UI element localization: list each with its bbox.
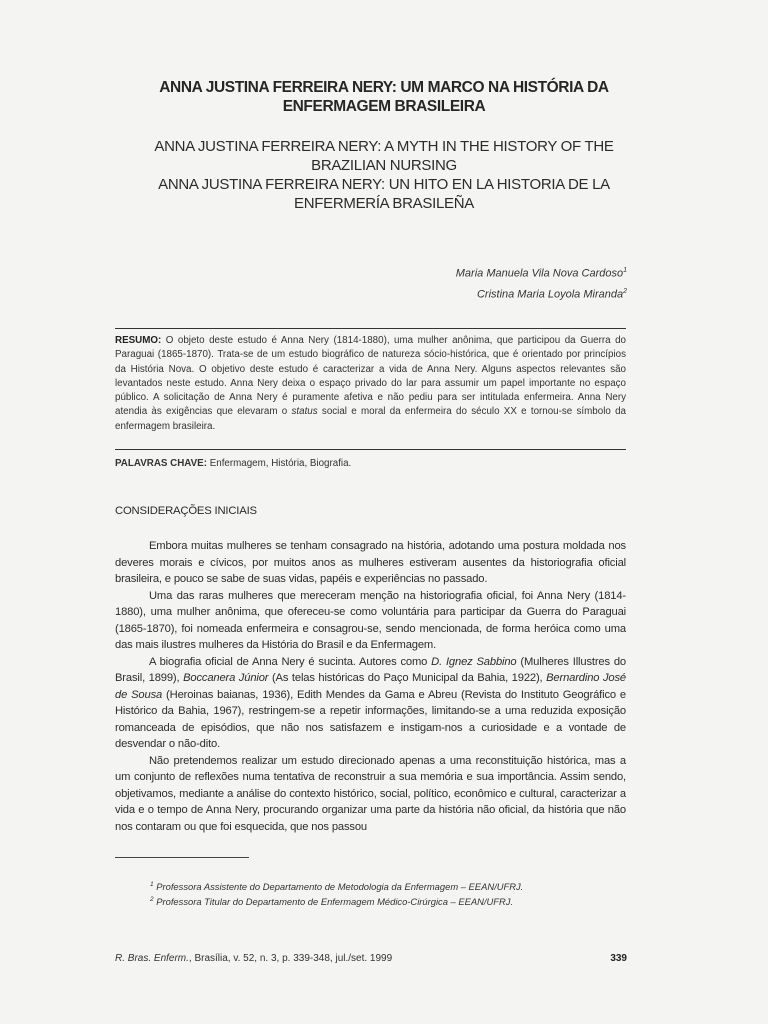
footnote-1 xyxy=(150,878,523,893)
footnote-1-text: Professora Assistente do Departamento de Metodologia da Enfermagem – EEAN/UFRJ. xyxy=(153,881,524,893)
paragraph-1: Embora muitas mulheres se tenham consagrado na história, adotando uma postura moldada nos deveres morais e cívicos, por muitos anos as mulheres estiveram ausentes da historiografia oficial brasileira, e pouco se sabe de suas vidas, papéis e experiências no passado. xyxy=(115,540,626,585)
footnotes xyxy=(150,878,523,908)
paragraph-3 xyxy=(115,654,626,753)
title-pt-line-2: ENFERMAGEM BRASILEIRA xyxy=(282,98,486,115)
title-en-line-1: ANNA JUSTINA FERREIRA NERY: A MYTH IN THE HISTORY OF THE xyxy=(154,138,614,155)
abstract-text-2: social e moral da enfermeira do século XX e tornou-se símbolo da enfermagem brasileira. xyxy=(115,406,626,432)
abstract-label: RESUMO: xyxy=(115,335,162,346)
title-portuguese xyxy=(120,78,648,116)
journal-citation xyxy=(115,953,392,964)
title-pt-line-1: ANNA JUSTINA FERREIRA NERY: UM MARCO NA HISTÓRIA DA xyxy=(159,79,609,96)
keywords-label: PALAVRAS CHAVE: xyxy=(115,458,207,469)
page-number: 339 xyxy=(610,953,627,964)
footnote-rule xyxy=(115,857,249,858)
abstract-text-1: O objeto deste estudo é Anna Nery (1814-1880), uma mulher anônima, que participou da Guerra do Paraguai (1865-1870). Trata-se de um estudo biográfico de natureza sócio-histórica, que é orientado por princípios da História Nova. O objetivo deste estudo é caracterizar a vida de Anna Nery. Alguns aspectos relevantes são levantados neste estudo. Anna Nery deixa o espaço privado do lar para assumir um papel importante no espaço público. A solicitação de Anna Nery é puramente afetiva e não pediu para ser intitulada enfermeira. Anna Nery atendia às exigências que elevaram o xyxy=(115,335,626,418)
abstract-bottom-rule xyxy=(115,449,626,450)
title-es-line-2: ENFERMERÍA BRASILEÑA xyxy=(294,195,474,212)
body-text xyxy=(115,538,626,835)
title-english xyxy=(120,137,648,175)
title-spanish xyxy=(120,175,648,213)
footnote-2-mark: 2 xyxy=(150,896,154,904)
p3-author-sousa: Bernardino José de Sousa xyxy=(115,672,626,701)
author-2-name: Cristina Maria Loyola Miranda xyxy=(476,288,624,301)
author-2 xyxy=(456,283,627,304)
abstract-top-rule xyxy=(115,328,626,329)
paragraph-2: Uma das raras mulheres que mereceram menção na historiografia oficial, foi Anna Nery (1814-1880), uma mulher anônima, que ofereceu-se como voluntária para participar da Guerra do Paraguai (1865-1870), foi nomeada enfermeira e consagrou-se, sendo mencionada, de forma heróica como uma das mais ilustres mulheres da História do Brasil e da Enfermagem. xyxy=(115,589,626,651)
section-heading: CONSIDERAÇÕES INICIAIS xyxy=(115,505,257,517)
author-2-mark: 2 xyxy=(623,287,627,295)
journal-details: , Brasília, v. 52, n. 3, p. 339-348, jul./set. 1999 xyxy=(188,953,393,964)
keywords-text: Enfermagem, História, Biografia. xyxy=(206,458,352,469)
title-es-line-1: ANNA JUSTINA FERREIRA NERY: UN HITO EN LA HISTORIA DE LA xyxy=(158,176,610,193)
author-1-name: Maria Manuela Vila Nova Cardoso xyxy=(455,267,624,280)
p3-author-boccanera: Boccanera Júnior xyxy=(183,672,269,684)
footnote-2 xyxy=(150,893,523,908)
p3-text-c: (As telas históricas do Paço Municipal da Bahia, 1922), xyxy=(268,672,547,684)
author-1 xyxy=(456,262,627,283)
author-list xyxy=(456,262,627,303)
title-en-line-2: BRAZILIAN NURSING xyxy=(311,157,457,174)
footnote-1-mark: 1 xyxy=(150,881,154,888)
p3-text-d: (Heroinas baianas, 1936), Edith Mendes da Gama e Abreu (Revista do Instituto Geográfico e Histórico da Bahia, 1967), restringem-se a repetir informações, limitando-se a uma reduzida exposição romanceada de episódios, que não nos satisfazem e instigam-nos a curiosidade e a vontade de desvendar o não-dito. xyxy=(115,688,626,750)
abstract xyxy=(115,334,626,434)
author-1-mark: 1 xyxy=(623,267,627,274)
keywords xyxy=(115,458,351,469)
footnote-2-text: Professora Titular do Departamento de Enfermagem Médico-Cirúrgica – EEAN/UFRJ. xyxy=(153,896,514,908)
journal-name: R. Bras. Enferm. xyxy=(115,953,189,964)
p3-text-a: A biografia oficial de Anna Nery é sucinta. Autores como xyxy=(149,655,432,668)
p3-author-sabbino: D. Ignez Sabbino xyxy=(431,655,517,668)
paragraph-4: Não pretendemos realizar um estudo direcionado apenas a uma reconstituição histórica, mas a um conjunto de reflexões numa tentativa de reconstruir a sua memória e sua importância. Assim sendo, objetivamos, mediante a análise do contexto histórico, social, político, econômico e cultural, caracterizar a vida e o tempo de Anna Nery, procurando organizar uma parte da história não oficial, da história que não nos contaram ou que foi esquecida, que nos passou xyxy=(115,754,626,833)
abstract-status-word: status xyxy=(291,406,318,418)
p3-text-b: (Mulheres Illustres do Brasil, 1899), xyxy=(115,655,626,684)
